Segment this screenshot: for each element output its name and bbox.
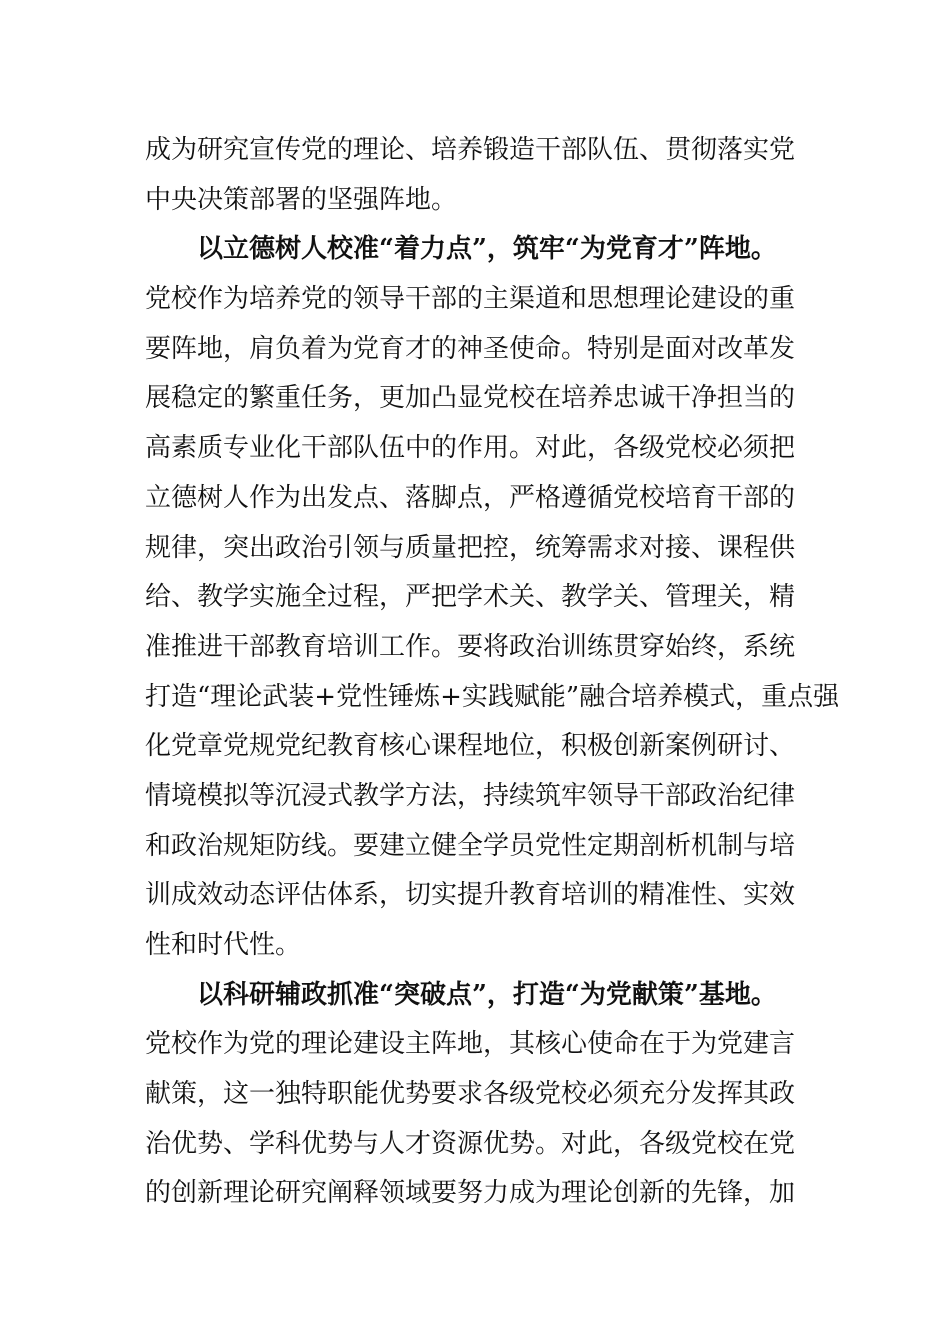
text-line: 党校作为培养党的领导干部的主渠道和思想理论建设的重 (145, 284, 796, 315)
section-heading-2: 以科研辅政抓准“突破点”，打造“为党献策”基地。 (197, 979, 777, 1010)
text-line: 献策，这一独特职能优势要求各级党校必须充分发挥其政 (145, 1079, 796, 1110)
text-line: 化党章党规党纪教育核心课程地位，积极创新案例研讨、 (145, 731, 796, 762)
text-line: 立德树人作为出发点、落脚点，严格遵循党校培育干部的 (145, 482, 796, 513)
text-line: 规律，突出政治引领与质量把控，统筹需求对接、课程供 (145, 532, 796, 563)
text-line: 的创新理论研究阐释领域要努力成为理论创新的先锋，加 (145, 1178, 796, 1209)
text-line: 要阵地，肩负着为党育才的神圣使命。特别是面对改革发 (145, 333, 796, 364)
body-text (145, 126, 840, 1219)
text-line: 打造“理论武装+党性锤炼+实践赋能”融合培养模式，重点强 (145, 681, 840, 712)
text-line: 治优势、学科优势与人才资源优势。对此，各级党校在党 (145, 1128, 796, 1159)
text-line: 党校作为党的理论建设主阵地，其核心使命在于为党建言 (145, 1029, 796, 1060)
text-line: 和政治规矩防线。要建立健全学员党性定期剖析机制与培 (145, 830, 796, 861)
text-line: 给、教学实施全过程，严把学术关、教学关、管理关，精 (145, 582, 796, 613)
text-line: 训成效动态评估体系，切实提升教育培训的精准性、实效 (145, 880, 796, 911)
text-line: 高素质专业化干部队伍中的作用。对此，各级党校必须把 (145, 433, 796, 464)
text-line: 中央决策部署的坚强阵地。 (145, 184, 458, 215)
text-line: 准推进干部教育培训工作。要将政治训练贯穿始终，系统 (145, 631, 796, 662)
text-line: 成为研究宣传党的理论、培养锻造干部队伍、贯彻落实党 (145, 135, 796, 165)
section-heading-1: 以立德树人校准“着力点”，筑牢“为党育才”阵地。 (197, 234, 777, 265)
text-line: 展稳定的繁重任务，更加凸显党校在培养忠诚干净担当的 (145, 383, 796, 414)
text-line: 性和时代性。 (145, 930, 302, 960)
text-line: 情境模拟等沉浸式教学方法，持续筑牢领导干部政治纪律 (145, 780, 796, 811)
